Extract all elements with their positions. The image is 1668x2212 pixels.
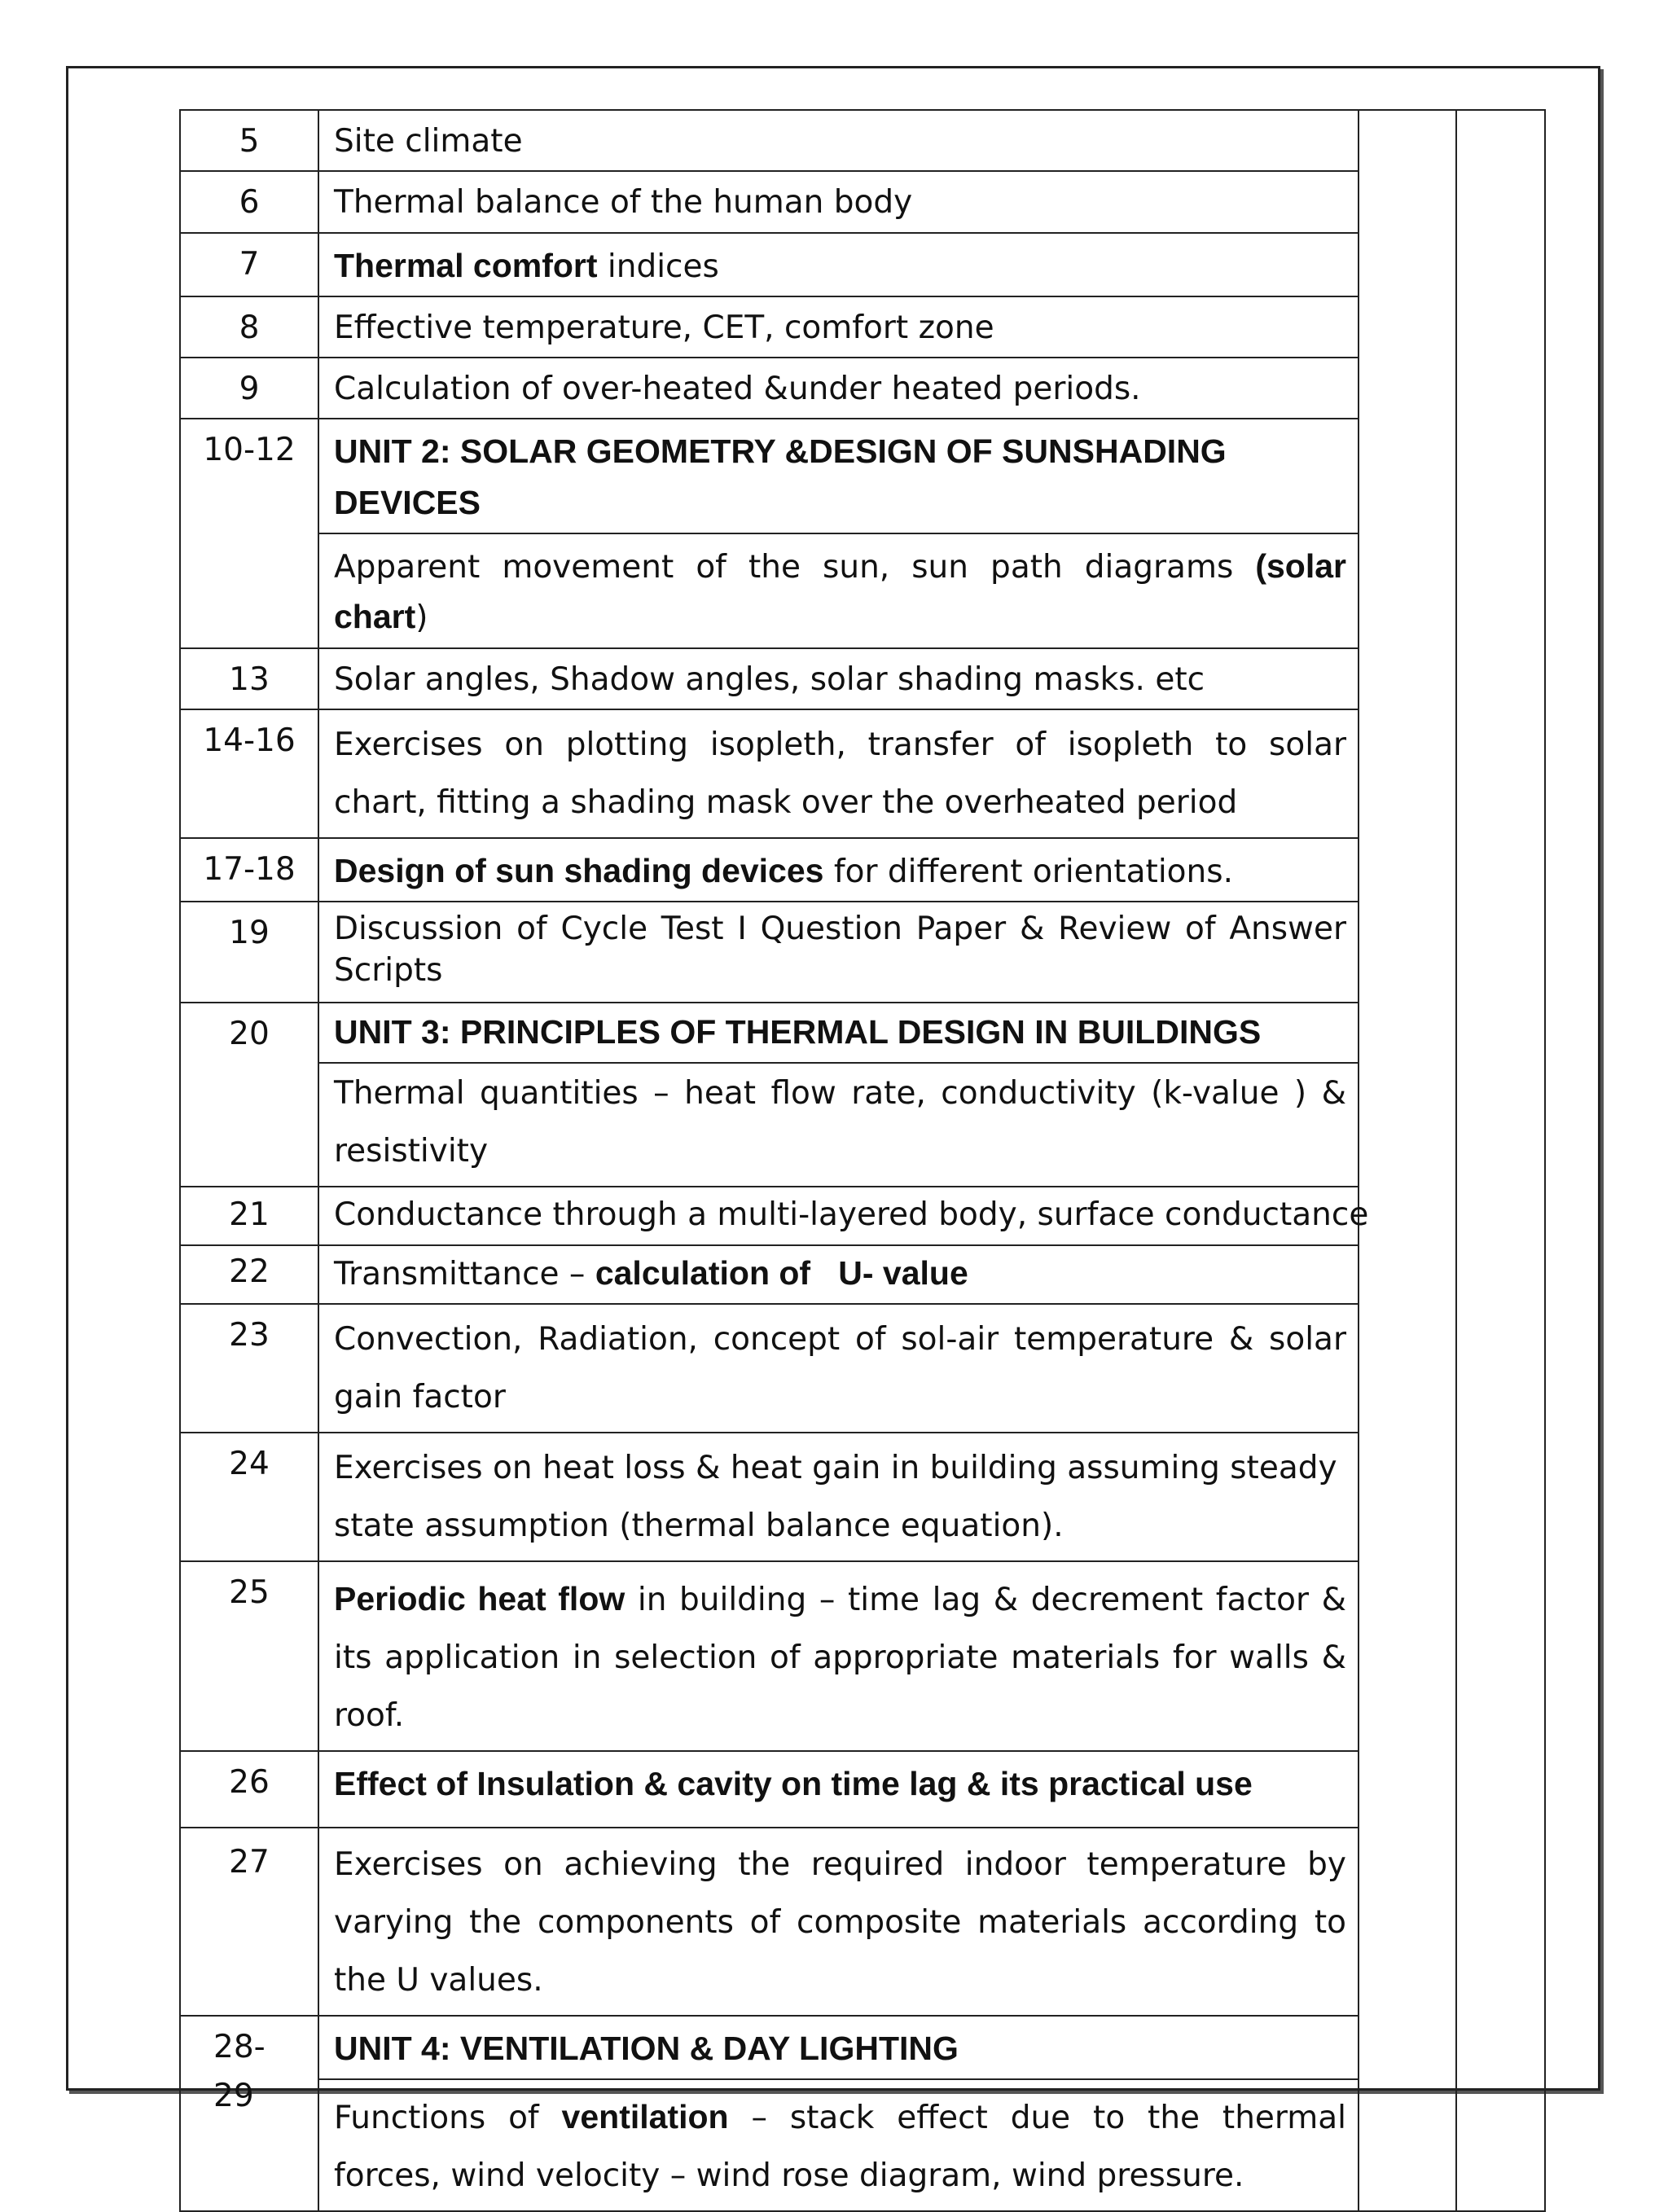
- session-number: 14-16: [180, 709, 318, 838]
- topic-text: Effective temperature, CET, comfort zone: [334, 309, 994, 346]
- topic-text: Functions of: [334, 2099, 562, 2136]
- session-number: 5: [180, 110, 318, 171]
- topic-cell: [318, 1433, 1359, 1561]
- table-row: [180, 358, 1545, 419]
- session-number: 9: [180, 358, 318, 419]
- topic-text: Thermal balance of the human body: [334, 184, 913, 222]
- table-row: [180, 1561, 1545, 1751]
- topic-cell: [318, 709, 1359, 838]
- table-row: [180, 171, 1545, 232]
- blank-column-1: [1359, 110, 1456, 2211]
- topic-cell: [318, 233, 1359, 296]
- table-row: [180, 1304, 1545, 1433]
- table-row: [180, 648, 1545, 709]
- topic-text: Thermal quantities – heat flow rate, conductivity (k-value ) & resistivity: [334, 1075, 1346, 1170]
- topic-bold-text: calculation of U- value: [595, 1253, 968, 1292]
- topic-cell: [318, 110, 1359, 171]
- topic-text: Apparent movement of the sun, sun path diagrams: [334, 549, 1256, 586]
- topic-bold-text: Thermal comfort: [334, 246, 598, 284]
- topic-cell: [318, 1561, 1359, 1751]
- table-row: [180, 1828, 1545, 2016]
- topic-cell: [318, 296, 1359, 358]
- topic-cell: [318, 1063, 1359, 1187]
- topic-cell: [318, 902, 1359, 1003]
- topic-cell: [318, 1304, 1359, 1433]
- topic-cell: [318, 1828, 1359, 2016]
- table-row: [180, 1003, 1545, 1063]
- session-number: 6: [180, 171, 318, 232]
- table-row: [180, 110, 1545, 171]
- topic-cell: [318, 171, 1359, 232]
- topic-text: Transmittance –: [334, 1255, 595, 1293]
- session-number: 25: [180, 1561, 318, 1751]
- topic-text: in building – time lag & decrement factor & its application in selection of appropriate materials for walls & roof.: [334, 1581, 1346, 1734]
- topic-bold-text: Effect of Insulation & cavity on time lag & its practical use: [334, 1764, 1253, 1802]
- table-row: [180, 1751, 1545, 1828]
- topic-cell: [318, 533, 1359, 648]
- topic-text: Discussion of Cycle Test I Question Paper & Review of Answer Scripts: [334, 911, 1346, 989]
- table-row: [180, 2079, 1545, 2211]
- topic-cell: [318, 1751, 1359, 1828]
- session-number: 23: [180, 1304, 318, 1433]
- session-number: 13: [180, 648, 318, 709]
- table-row: [180, 533, 1545, 648]
- table-row: [180, 419, 1545, 533]
- topic-text: Site climate: [334, 123, 523, 160]
- session-number: 22: [180, 1245, 318, 1304]
- unit-heading-cell: [318, 2016, 1359, 2079]
- table-row: [180, 709, 1545, 838]
- topic-text: indices: [597, 248, 719, 285]
- session-number: [180, 2016, 318, 2211]
- topic-bold-text: Design of sun shading devices: [334, 851, 824, 889]
- topic-cell: [318, 2079, 1359, 2211]
- unit-heading: UNIT 4: VENTILATION & DAY LIGHTING: [334, 2029, 959, 2067]
- topic-text: ): [415, 599, 428, 637]
- lesson-plan-table: [179, 109, 1546, 2212]
- topic-bold-text: (solar chart: [334, 547, 1346, 636]
- unit-heading: UNIT 3: PRINCIPLES OF THERMAL DESIGN IN BUILDINGS: [334, 1013, 1262, 1051]
- table-row: [180, 902, 1545, 1003]
- topic-text: Exercises on plotting isopleth, transfer of isopleth to solar chart, fitting a shading mask over the overheated period: [334, 726, 1346, 821]
- blank-column-2: [1456, 110, 1545, 2211]
- session-number: 27: [180, 1828, 318, 2016]
- table-row: [180, 1063, 1545, 1187]
- topic-text: – stack effect due to the thermal forces, wind velocity – wind rose diagram, wind pressure.: [334, 2099, 1347, 2194]
- topic-cell: [318, 1245, 1359, 1304]
- topic-text: Exercises on achieving the required indoor temperature by varying the components of composite materials according to the U values.: [334, 1846, 1346, 1999]
- topic-text: Conductance through a multi-layered body, surface conductance: [334, 1196, 1369, 1234]
- session-number: 8: [180, 296, 318, 358]
- topic-text: Calculation of over-heated &under heated periods.: [334, 371, 1141, 408]
- topic-text: Convection, Radiation, concept of sol-air temperature & solar gain factor: [334, 1320, 1346, 1415]
- session-number: 10-12: [180, 419, 318, 647]
- topic-text: Solar angles, Shadow angles, solar shading masks. etc: [334, 661, 1205, 698]
- table-row: [180, 296, 1545, 358]
- topic-cell: [318, 648, 1359, 709]
- topic-text: Exercises on heat loss & heat gain in building assuming steady state assumption (thermal balance equation).: [334, 1449, 1337, 1544]
- unit-heading-cell: [318, 1003, 1359, 1063]
- session-number: 7: [180, 233, 318, 296]
- topic-cell: [318, 1187, 1369, 1244]
- table-row: [180, 838, 1545, 902]
- topic-bold-text: Periodic heat flow: [334, 1579, 626, 1617]
- table-row: [180, 233, 1545, 296]
- session-number: 20: [180, 1003, 318, 1187]
- unit-heading: UNIT 2: SOLAR GEOMETRY &DESIGN OF SUNSHADING DEVICES: [334, 432, 1227, 521]
- topic-text: for different orientations.: [823, 853, 1233, 890]
- session-number: 24: [180, 1433, 318, 1561]
- session-number: 17-18: [180, 838, 318, 902]
- unit-heading-cell: [318, 419, 1359, 533]
- table-row: [180, 1245, 1545, 1304]
- table-row: [180, 2016, 1545, 2079]
- topic-bold-text: ventilation: [561, 2097, 729, 2135]
- session-number: 26: [180, 1751, 318, 1828]
- topic-cell: [318, 358, 1359, 419]
- session-number: 21: [180, 1187, 318, 1244]
- topic-cell: [318, 838, 1359, 902]
- session-number-text: 28-29: [213, 2028, 266, 2115]
- table-row: [180, 1433, 1545, 1561]
- session-number: 19: [180, 902, 318, 1003]
- table-row: [180, 1187, 1545, 1244]
